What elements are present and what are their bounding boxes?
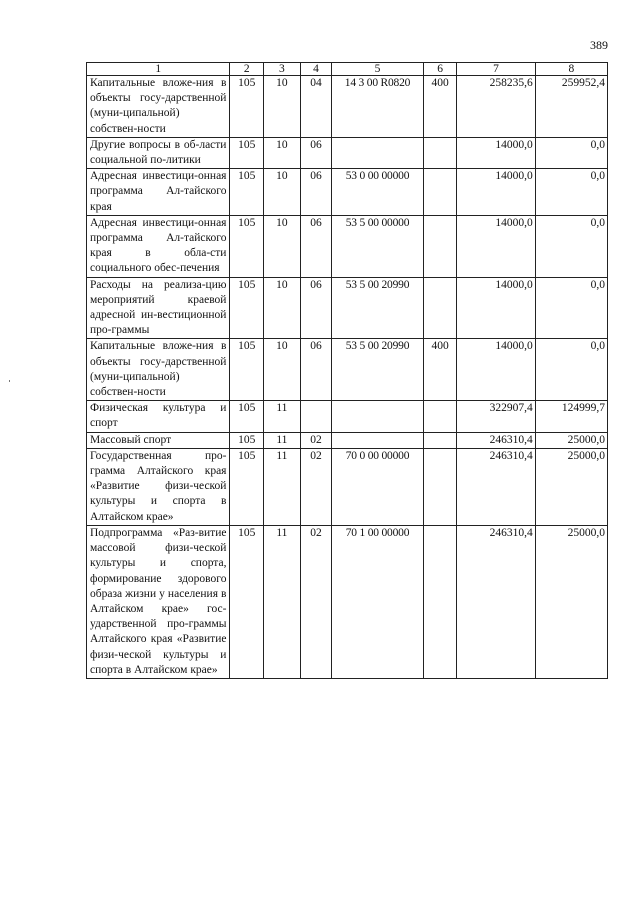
subsection-cell (300, 401, 332, 432)
amount-year1-cell: 246310,4 (457, 432, 535, 448)
page-number: 389 (590, 38, 608, 52)
admin-code-cell: 105 (230, 401, 264, 432)
admin-code-cell: 105 (230, 137, 264, 168)
admin-code-cell: 105 (230, 169, 264, 216)
target-article-cell: 70 1 00 00000 (332, 525, 424, 678)
amount-year1-cell: 322907,4 (457, 401, 535, 432)
amount-year2-cell: 124999,7 (535, 401, 607, 432)
target-article-cell: 53 5 00 20990 (332, 277, 424, 339)
table-row (87, 432, 608, 448)
expense-type-cell (423, 432, 457, 448)
target-article-cell (332, 137, 424, 168)
subsection-cell: 06 (300, 215, 332, 277)
name-cell: Расходы на реализа-цию мероприятий краевой адресной ин-вестиционной про-граммы (87, 277, 230, 339)
scan-mark (9, 380, 10, 382)
section-cell: 11 (264, 432, 301, 448)
admin-code-cell: 105 (230, 339, 264, 401)
subsection-cell: 06 (300, 169, 332, 216)
target-article-cell (332, 432, 424, 448)
header-cell-col2: 2 (230, 63, 264, 76)
header-row (87, 63, 608, 76)
amount-year2-cell: 0,0 (535, 169, 607, 216)
admin-code-cell: 105 (230, 432, 264, 448)
target-article-cell: 53 0 00 00000 (332, 169, 424, 216)
expense-type-cell (423, 448, 457, 525)
header-cell-col5: 5 (332, 63, 424, 76)
target-article-cell: 14 3 00 R0820 (332, 76, 424, 138)
table-row (87, 215, 608, 277)
expense-type-cell (423, 169, 457, 216)
subsection-cell: 02 (300, 525, 332, 678)
amount-year1-cell: 14000,0 (457, 169, 535, 216)
section-cell: 10 (264, 277, 301, 339)
name-cell: Другие вопросы в об-ласти социальной по-литики (87, 137, 230, 168)
subsection-cell: 04 (300, 76, 332, 138)
name-cell: Адресная инвестици-онная программа Ал-тайского края в обла-сти социального обес-печения (87, 215, 230, 277)
section-cell: 10 (264, 137, 301, 168)
expense-type-cell: 400 (423, 76, 457, 138)
section-cell: 10 (264, 76, 301, 138)
table-row (87, 339, 608, 401)
expense-type-cell (423, 401, 457, 432)
admin-code-cell: 105 (230, 277, 264, 339)
target-article-cell: 53 5 00 00000 (332, 215, 424, 277)
header-cell-col6: 6 (423, 63, 457, 76)
name-cell: Массовый спорт (87, 432, 230, 448)
name-cell: Государственная про-грамма Алтайского края «Развитие физи-ческой культуры и спорта в Алтайском крае» (87, 448, 230, 525)
table-row (87, 401, 608, 432)
amount-year2-cell: 25000,0 (535, 525, 607, 678)
name-cell: Капитальные вложе-ния в объекты госу-дарственной (муни-ципальной) собствен-ности (87, 76, 230, 138)
amount-year1-cell: 14000,0 (457, 277, 535, 339)
amount-year2-cell: 259952,4 (535, 76, 607, 138)
section-cell: 10 (264, 169, 301, 216)
amount-year1-cell: 258235,6 (457, 76, 535, 138)
expense-type-cell (423, 215, 457, 277)
name-cell: Адресная инвестици-онная программа Ал-тайского края (87, 169, 230, 216)
table-row (87, 137, 608, 168)
section-cell: 11 (264, 448, 301, 525)
amount-year2-cell: 25000,0 (535, 432, 607, 448)
name-cell: Капитальные вложе-ния в объекты госу-дарственной (муни-ципальной) собствен-ности (87, 339, 230, 401)
amount-year2-cell: 0,0 (535, 277, 607, 339)
amount-year1-cell: 14000,0 (457, 339, 535, 401)
expense-type-cell: 400 (423, 339, 457, 401)
name-cell: Физическая культура и спорт (87, 401, 230, 432)
target-article-cell: 53 5 00 20990 (332, 339, 424, 401)
header-cell-col8: 8 (535, 63, 607, 76)
amount-year2-cell: 0,0 (535, 339, 607, 401)
budget-table (86, 62, 608, 679)
subsection-cell: 02 (300, 432, 332, 448)
header-cell-col7: 7 (457, 63, 535, 76)
section-cell: 11 (264, 525, 301, 678)
subsection-cell: 06 (300, 277, 332, 339)
expense-type-cell (423, 137, 457, 168)
section-cell: 10 (264, 339, 301, 401)
table-row (87, 277, 608, 339)
header-cell-col3: 3 (264, 63, 301, 76)
target-article-cell (332, 401, 424, 432)
table-row (87, 76, 608, 138)
target-article-cell: 70 0 00 00000 (332, 448, 424, 525)
subsection-cell: 02 (300, 448, 332, 525)
amount-year2-cell: 0,0 (535, 137, 607, 168)
header-cell-col4: 4 (300, 63, 332, 76)
amount-year2-cell: 0,0 (535, 215, 607, 277)
admin-code-cell: 105 (230, 448, 264, 525)
amount-year1-cell: 14000,0 (457, 137, 535, 168)
expense-type-cell (423, 525, 457, 678)
expense-type-cell (423, 277, 457, 339)
amount-year2-cell: 25000,0 (535, 448, 607, 525)
section-cell: 10 (264, 215, 301, 277)
section-cell: 11 (264, 401, 301, 432)
amount-year1-cell: 246310,4 (457, 525, 535, 678)
amount-year1-cell: 246310,4 (457, 448, 535, 525)
admin-code-cell: 105 (230, 215, 264, 277)
admin-code-cell: 105 (230, 76, 264, 138)
header-cell-col1: 1 (87, 63, 230, 76)
amount-year1-cell: 14000,0 (457, 215, 535, 277)
name-cell: Подпрограмма «Раз-витие массовой физи-ческой культуры и спорта, формирование здорового образа жизни у населения в Алтайском крае» гос-ударственной про-граммы Алтайского края «Развитие физи-ческой культуры и спорта в Алтайском крае» (87, 525, 230, 678)
table-row (87, 448, 608, 525)
subsection-cell: 06 (300, 137, 332, 168)
subsection-cell: 06 (300, 339, 332, 401)
admin-code-cell: 105 (230, 525, 264, 678)
table-row (87, 525, 608, 678)
table-row (87, 169, 608, 216)
